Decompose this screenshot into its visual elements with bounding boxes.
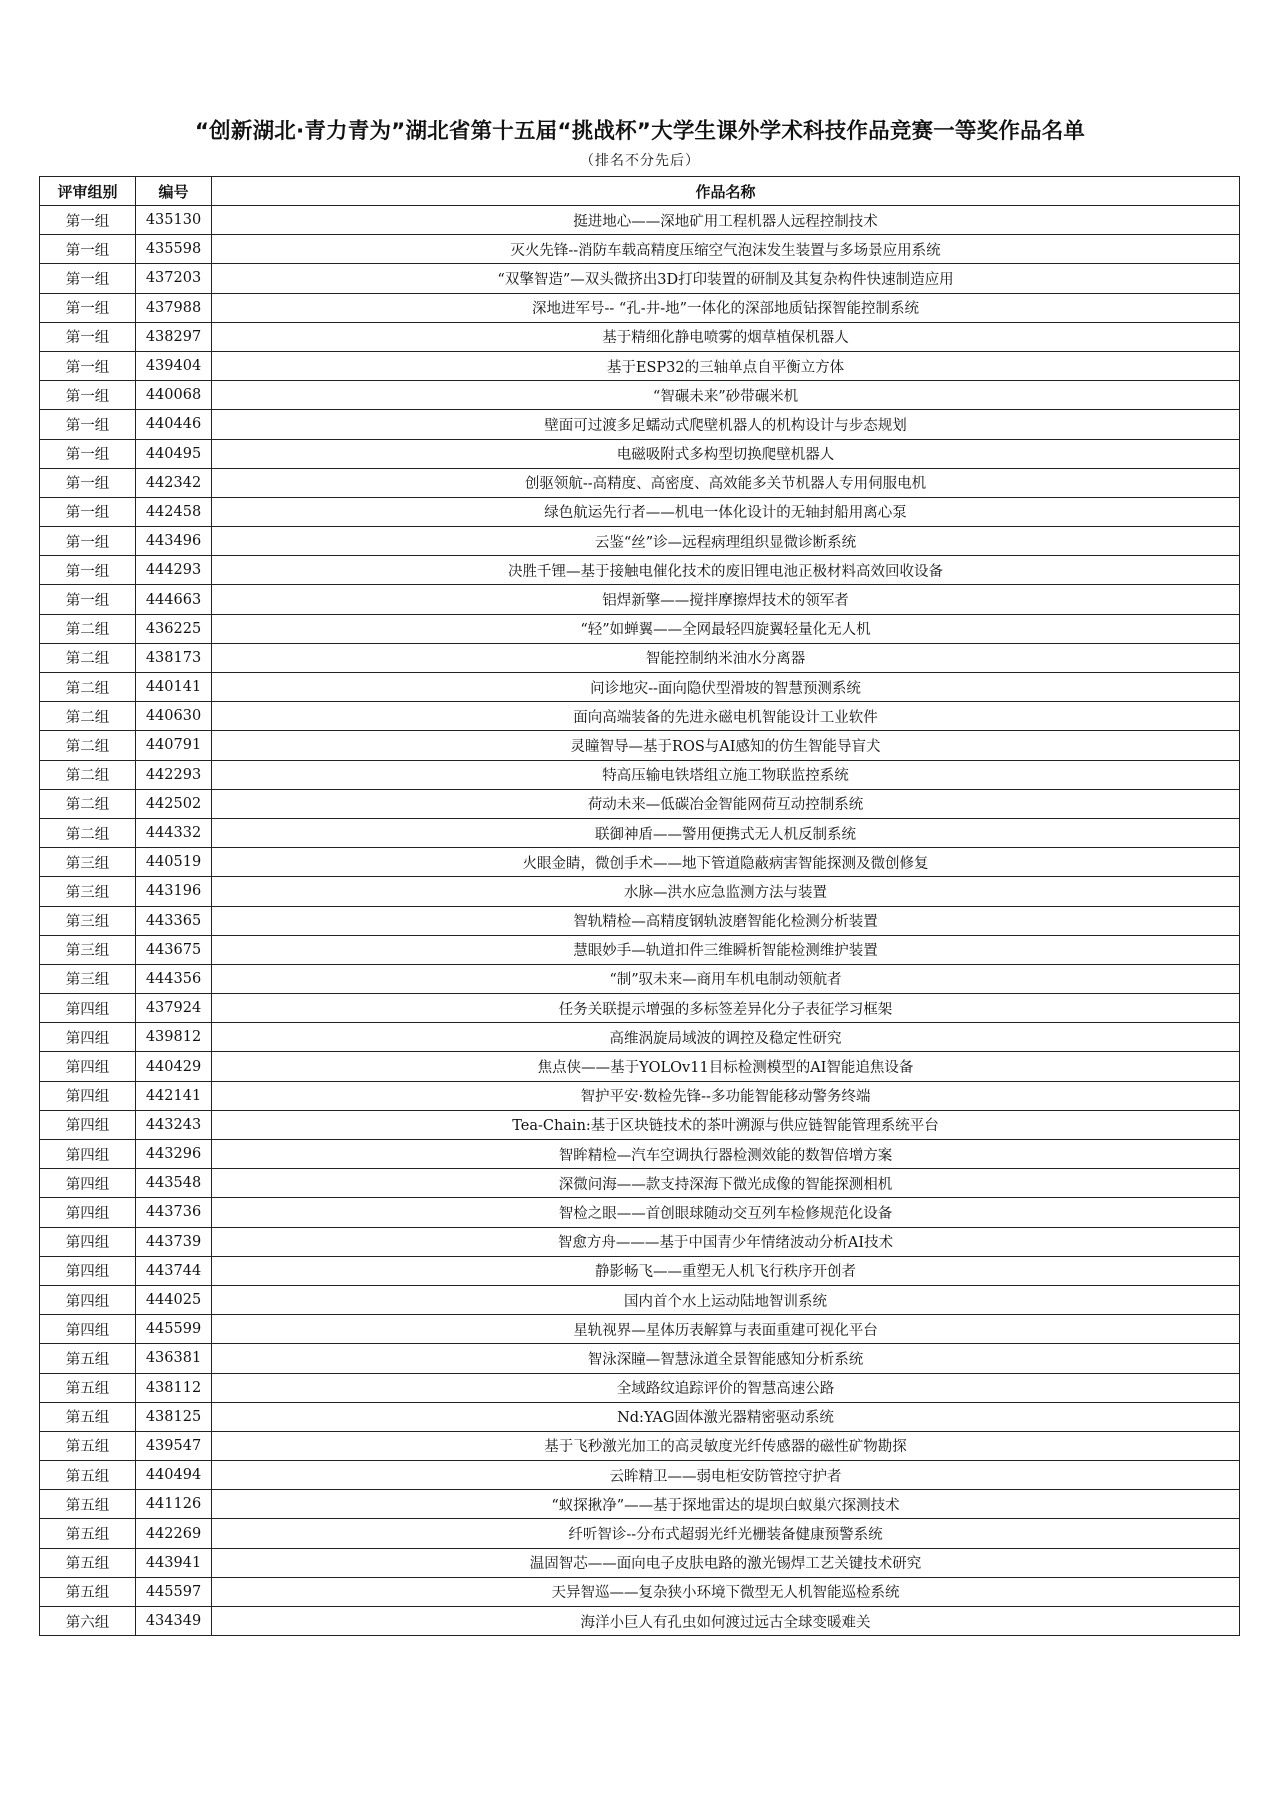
cell-group: 第二组 — [40, 818, 136, 847]
cell-group: 第四组 — [40, 1110, 136, 1139]
cell-id: 443941 — [136, 1548, 212, 1577]
cell-id: 443736 — [136, 1198, 212, 1227]
cell-group: 第一组 — [40, 410, 136, 439]
cell-group: 第二组 — [40, 614, 136, 643]
table-row — [40, 702, 1240, 731]
table-row — [40, 673, 1240, 702]
cell-id: 440141 — [136, 673, 212, 702]
cell-group: 第五组 — [40, 1344, 136, 1373]
table-row — [40, 1315, 1240, 1344]
table-row — [40, 964, 1240, 993]
cell-id: 438173 — [136, 643, 212, 672]
cell-id: 434349 — [136, 1607, 212, 1636]
cell-project-name: 智眸精检—汽车空调执行器检测效能的数智倍增方案 — [212, 1140, 1240, 1169]
table-row — [40, 906, 1240, 935]
cell-id: 440630 — [136, 702, 212, 731]
cell-project-name: 高维涡旋局域波的调控及稳定性研究 — [212, 1023, 1240, 1052]
cell-id: 444663 — [136, 585, 212, 614]
cell-project-name: 特高压输电铁塔组立施工物联监控系统 — [212, 760, 1240, 789]
cell-project-name: 智愈方舟———基于中国青少年情绪波动分析AI技术 — [212, 1227, 1240, 1256]
table-row — [40, 1344, 1240, 1373]
cell-project-name: “蚁探揪净”——基于探地雷达的堤坝白蚁巢穴探测技术 — [212, 1490, 1240, 1519]
cell-id: 435130 — [136, 206, 212, 235]
cell-project-name: 纤听智诊--分布式超弱光纤光栅装备健康预警系统 — [212, 1519, 1240, 1548]
cell-group: 第一组 — [40, 585, 136, 614]
table-row — [40, 760, 1240, 789]
table-row — [40, 264, 1240, 293]
table-row — [40, 1198, 1240, 1227]
cell-id: 438125 — [136, 1402, 212, 1431]
cell-group: 第二组 — [40, 760, 136, 789]
cell-project-name: Tea-Chain:基于区块链技术的茶叶溯源与供应链智能管理系统平台 — [212, 1110, 1240, 1139]
cell-id: 439812 — [136, 1023, 212, 1052]
cell-id: 444332 — [136, 818, 212, 847]
table-row — [40, 1607, 1240, 1636]
page-title: “创新湖北·青力青为”湖北省第十五届“挑战杯”大学生课外学术科技作品竞赛一等奖作品名单 — [194, 119, 1086, 144]
cell-project-name: 水脉—洪水应急监测方法与装置 — [212, 877, 1240, 906]
cell-project-name: 绿色航运先行者——机电一体化设计的无轴封船用离心泵 — [212, 497, 1240, 526]
cell-id: 443739 — [136, 1227, 212, 1256]
table-row — [40, 527, 1240, 556]
cell-project-name: 智轨精检—高精度钢轨波磨智能化检测分析装置 — [212, 906, 1240, 935]
cell-project-name: 温固智芯——面向电子皮肤电路的激光锡焊工艺关键技术研究 — [212, 1548, 1240, 1577]
cell-project-name: 电磁吸附式多构型切换爬壁机器人 — [212, 439, 1240, 468]
table-body — [40, 206, 1240, 1636]
table-row — [40, 468, 1240, 497]
cell-id: 440791 — [136, 731, 212, 760]
cell-group: 第三组 — [40, 935, 136, 964]
table-row — [40, 1285, 1240, 1314]
cell-id: 443675 — [136, 935, 212, 964]
cell-id: 440494 — [136, 1461, 212, 1490]
cell-id: 443496 — [136, 527, 212, 556]
cell-group: 第四组 — [40, 1227, 136, 1256]
cell-project-name: 荷动未来—低碳冶金智能网荷互动控制系统 — [212, 789, 1240, 818]
table-row — [40, 731, 1240, 760]
table-row — [40, 877, 1240, 906]
cell-id: 444025 — [136, 1285, 212, 1314]
cell-project-name: 国内首个水上运动陆地智训系统 — [212, 1285, 1240, 1314]
table-row — [40, 1402, 1240, 1431]
cell-project-name: 火眼金睛，微创手术——地下管道隐蔽病害智能探测及微创修复 — [212, 848, 1240, 877]
table-row — [40, 585, 1240, 614]
cell-id: 442293 — [136, 760, 212, 789]
cell-id: 440495 — [136, 439, 212, 468]
table-row — [40, 1081, 1240, 1110]
cell-project-name: 深微问海——款支持深海下微光成像的智能探测相机 — [212, 1169, 1240, 1198]
cell-id: 442342 — [136, 468, 212, 497]
cell-project-name: “轻”如蝉翼——全网最轻四旋翼轻量化无人机 — [212, 614, 1240, 643]
cell-group: 第二组 — [40, 702, 136, 731]
cell-group: 第四组 — [40, 1169, 136, 1198]
table-header-row — [40, 177, 1240, 206]
table-row — [40, 789, 1240, 818]
cell-project-name: 任务关联提示增强的多标签差异化分子表征学习框架 — [212, 994, 1240, 1023]
table-row — [40, 1140, 1240, 1169]
cell-group: 第四组 — [40, 1052, 136, 1081]
cell-project-name: 静影畅飞——重塑无人机飞行秩序开创者 — [212, 1256, 1240, 1285]
table-row — [40, 643, 1240, 672]
cell-project-name: 智泳深瞳—智慧泳道全景智能感知分析系统 — [212, 1344, 1240, 1373]
cell-project-name: 慧眼妙手—轨道扣件三维瞬析智能检测维护装置 — [212, 935, 1240, 964]
cell-group: 第三组 — [40, 906, 136, 935]
table-row — [40, 1110, 1240, 1139]
cell-project-name: 焦点侠——基于YOLOv11目标检测模型的AI智能追焦设备 — [212, 1052, 1240, 1081]
cell-project-name: 灭火先锋--消防车载高精度压缩空气泡沫发生装置与多场景应用系统 — [212, 235, 1240, 264]
header-id: 编号 — [136, 177, 212, 206]
cell-id: 443243 — [136, 1110, 212, 1139]
cell-group: 第五组 — [40, 1548, 136, 1577]
cell-group: 第一组 — [40, 439, 136, 468]
cell-group: 第六组 — [40, 1607, 136, 1636]
cell-group: 第一组 — [40, 293, 136, 322]
table-row — [40, 322, 1240, 351]
cell-group: 第四组 — [40, 1315, 136, 1344]
cell-project-name: 联御神盾——警用便携式无人机反制系统 — [212, 818, 1240, 847]
cell-group: 第一组 — [40, 235, 136, 264]
cell-project-name: 智检之眼——首创眼球随动交互列车检修规范化设备 — [212, 1198, 1240, 1227]
cell-id: 437203 — [136, 264, 212, 293]
cell-project-name: “双擎智造”—双头微挤出3D打印装置的研制及其复杂构件快速制造应用 — [212, 264, 1240, 293]
table-row — [40, 497, 1240, 526]
table-row — [40, 1373, 1240, 1402]
cell-project-name: 云眸精卫——弱电柜安防管控守护者 — [212, 1461, 1240, 1490]
cell-project-name: 壁面可过渡多足蠕动式爬壁机器人的机构设计与步态规划 — [212, 410, 1240, 439]
cell-id: 440519 — [136, 848, 212, 877]
cell-id: 435598 — [136, 235, 212, 264]
cell-id: 440068 — [136, 381, 212, 410]
cell-id: 443296 — [136, 1140, 212, 1169]
cell-group: 第二组 — [40, 643, 136, 672]
cell-project-name: 智护平安·数检先锋--多功能智能移动警务终端 — [212, 1081, 1240, 1110]
cell-group: 第五组 — [40, 1402, 136, 1431]
table-row — [40, 1023, 1240, 1052]
table-row — [40, 1461, 1240, 1490]
cell-group: 第四组 — [40, 1198, 136, 1227]
cell-group: 第四组 — [40, 1023, 136, 1052]
cell-id: 445597 — [136, 1577, 212, 1606]
cell-id: 445599 — [136, 1315, 212, 1344]
table-row — [40, 1490, 1240, 1519]
cell-id: 438297 — [136, 322, 212, 351]
table-row — [40, 1256, 1240, 1285]
cell-group: 第四组 — [40, 1285, 136, 1314]
cell-id: 444293 — [136, 556, 212, 585]
table-row — [40, 1519, 1240, 1548]
cell-project-name: 全域路纹追踪评价的智慧高速公路 — [212, 1373, 1240, 1402]
cell-group: 第四组 — [40, 1081, 136, 1110]
cell-project-name: 创驱领航--高精度、高密度、高效能多关节机器人专用伺服电机 — [212, 468, 1240, 497]
cell-group: 第五组 — [40, 1577, 136, 1606]
cell-group: 第一组 — [40, 322, 136, 351]
table-row — [40, 1052, 1240, 1081]
cell-group: 第一组 — [40, 351, 136, 380]
cell-project-name: 基于精细化静电喷雾的烟草植保机器人 — [212, 322, 1240, 351]
cell-id: 442141 — [136, 1081, 212, 1110]
cell-id: 441126 — [136, 1490, 212, 1519]
cell-group: 第一组 — [40, 468, 136, 497]
cell-id: 443548 — [136, 1169, 212, 1198]
cell-group: 第一组 — [40, 497, 136, 526]
cell-group: 第二组 — [40, 789, 136, 818]
cell-group: 第四组 — [40, 994, 136, 1023]
cell-group: 第五组 — [40, 1490, 136, 1519]
cell-group: 第五组 — [40, 1431, 136, 1460]
cell-id: 437924 — [136, 994, 212, 1023]
cell-project-name: 面向高端装备的先进永磁电机智能设计工业软件 — [212, 702, 1240, 731]
cell-group: 第一组 — [40, 381, 136, 410]
cell-id: 444356 — [136, 964, 212, 993]
cell-project-name: 天异智巡——复杂狭小环境下微型无人机智能巡检系统 — [212, 1577, 1240, 1606]
cell-project-name: 深地进军号-- “孔-井-地”一体化的深部地质钻探智能控制系统 — [212, 293, 1240, 322]
cell-id: 443196 — [136, 877, 212, 906]
table-row — [40, 848, 1240, 877]
cell-project-name: 智能控制纳米油水分离器 — [212, 643, 1240, 672]
cell-project-name: 灵瞳智导—基于ROS与AI感知的仿生智能导盲犬 — [212, 731, 1240, 760]
cell-group: 第三组 — [40, 877, 136, 906]
cell-project-name: 星轨视界—星体历表解算与表面重建可视化平台 — [212, 1315, 1240, 1344]
cell-project-name: “智碾未来”砂带碾米机 — [212, 381, 1240, 410]
cell-id: 443744 — [136, 1256, 212, 1285]
award-table — [39, 176, 1240, 1636]
cell-group: 第五组 — [40, 1519, 136, 1548]
cell-project-name: 基于ESP32的三轴单点自平衡立方体 — [212, 351, 1240, 380]
cell-id: 442458 — [136, 497, 212, 526]
table-row — [40, 351, 1240, 380]
cell-group: 第三组 — [40, 964, 136, 993]
table-row — [40, 818, 1240, 847]
cell-project-name: 基于飞秒激光加工的高灵敏度光纤传感器的磁性矿物勘探 — [212, 1431, 1240, 1460]
cell-group: 第一组 — [40, 556, 136, 585]
cell-project-name: “制”驭未来—商用车机电制动领航者 — [212, 964, 1240, 993]
table-row — [40, 206, 1240, 235]
cell-group: 第二组 — [40, 673, 136, 702]
cell-id: 438112 — [136, 1373, 212, 1402]
cell-id: 442269 — [136, 1519, 212, 1548]
table-row — [40, 439, 1240, 468]
cell-group: 第二组 — [40, 731, 136, 760]
table-row — [40, 1227, 1240, 1256]
cell-id: 436381 — [136, 1344, 212, 1373]
cell-group: 第四组 — [40, 1256, 136, 1285]
table-row — [40, 410, 1240, 439]
page-subtitle: （排名不分先后） — [580, 153, 700, 169]
table-row — [40, 381, 1240, 410]
cell-id: 437988 — [136, 293, 212, 322]
cell-project-name: 问诊地灾--面向隐伏型滑坡的智慧预测系统 — [212, 673, 1240, 702]
table-row — [40, 1577, 1240, 1606]
cell-project-name: 铝焊新擎——搅拌摩擦焊技术的领军者 — [212, 585, 1240, 614]
table-row — [40, 1431, 1240, 1460]
cell-project-name: 云鉴“丝”诊—远程病理组织显微诊断系统 — [212, 527, 1240, 556]
cell-project-name: Nd:YAG固体激光器精密驱动系统 — [212, 1402, 1240, 1431]
cell-id: 439547 — [136, 1431, 212, 1460]
table-row — [40, 1548, 1240, 1577]
cell-id: 443365 — [136, 906, 212, 935]
cell-id: 442502 — [136, 789, 212, 818]
cell-group: 第一组 — [40, 264, 136, 293]
cell-group: 第一组 — [40, 206, 136, 235]
table-row — [40, 293, 1240, 322]
cell-id: 440429 — [136, 1052, 212, 1081]
cell-id: 440446 — [136, 410, 212, 439]
cell-group: 第五组 — [40, 1373, 136, 1402]
cell-id: 436225 — [136, 614, 212, 643]
cell-project-name: 挺进地心——深地矿用工程机器人远程控制技术 — [212, 206, 1240, 235]
cell-group: 第五组 — [40, 1461, 136, 1490]
cell-group: 第四组 — [40, 1140, 136, 1169]
table-row — [40, 994, 1240, 1023]
table-row — [40, 235, 1240, 264]
table-row — [40, 935, 1240, 964]
header-group: 评审组别 — [40, 177, 136, 206]
table-row — [40, 614, 1240, 643]
table-row — [40, 556, 1240, 585]
cell-project-name: 海洋小巨人有孔虫如何渡过远古全球变暖难关 — [212, 1607, 1240, 1636]
header-project-name: 作品名称 — [212, 177, 1240, 206]
table-row — [40, 1169, 1240, 1198]
cell-group: 第三组 — [40, 848, 136, 877]
cell-id: 439404 — [136, 351, 212, 380]
cell-group: 第一组 — [40, 527, 136, 556]
cell-project-name: 决胜千锂—基于接触电催化技术的废旧锂电池正极材料高效回收设备 — [212, 556, 1240, 585]
